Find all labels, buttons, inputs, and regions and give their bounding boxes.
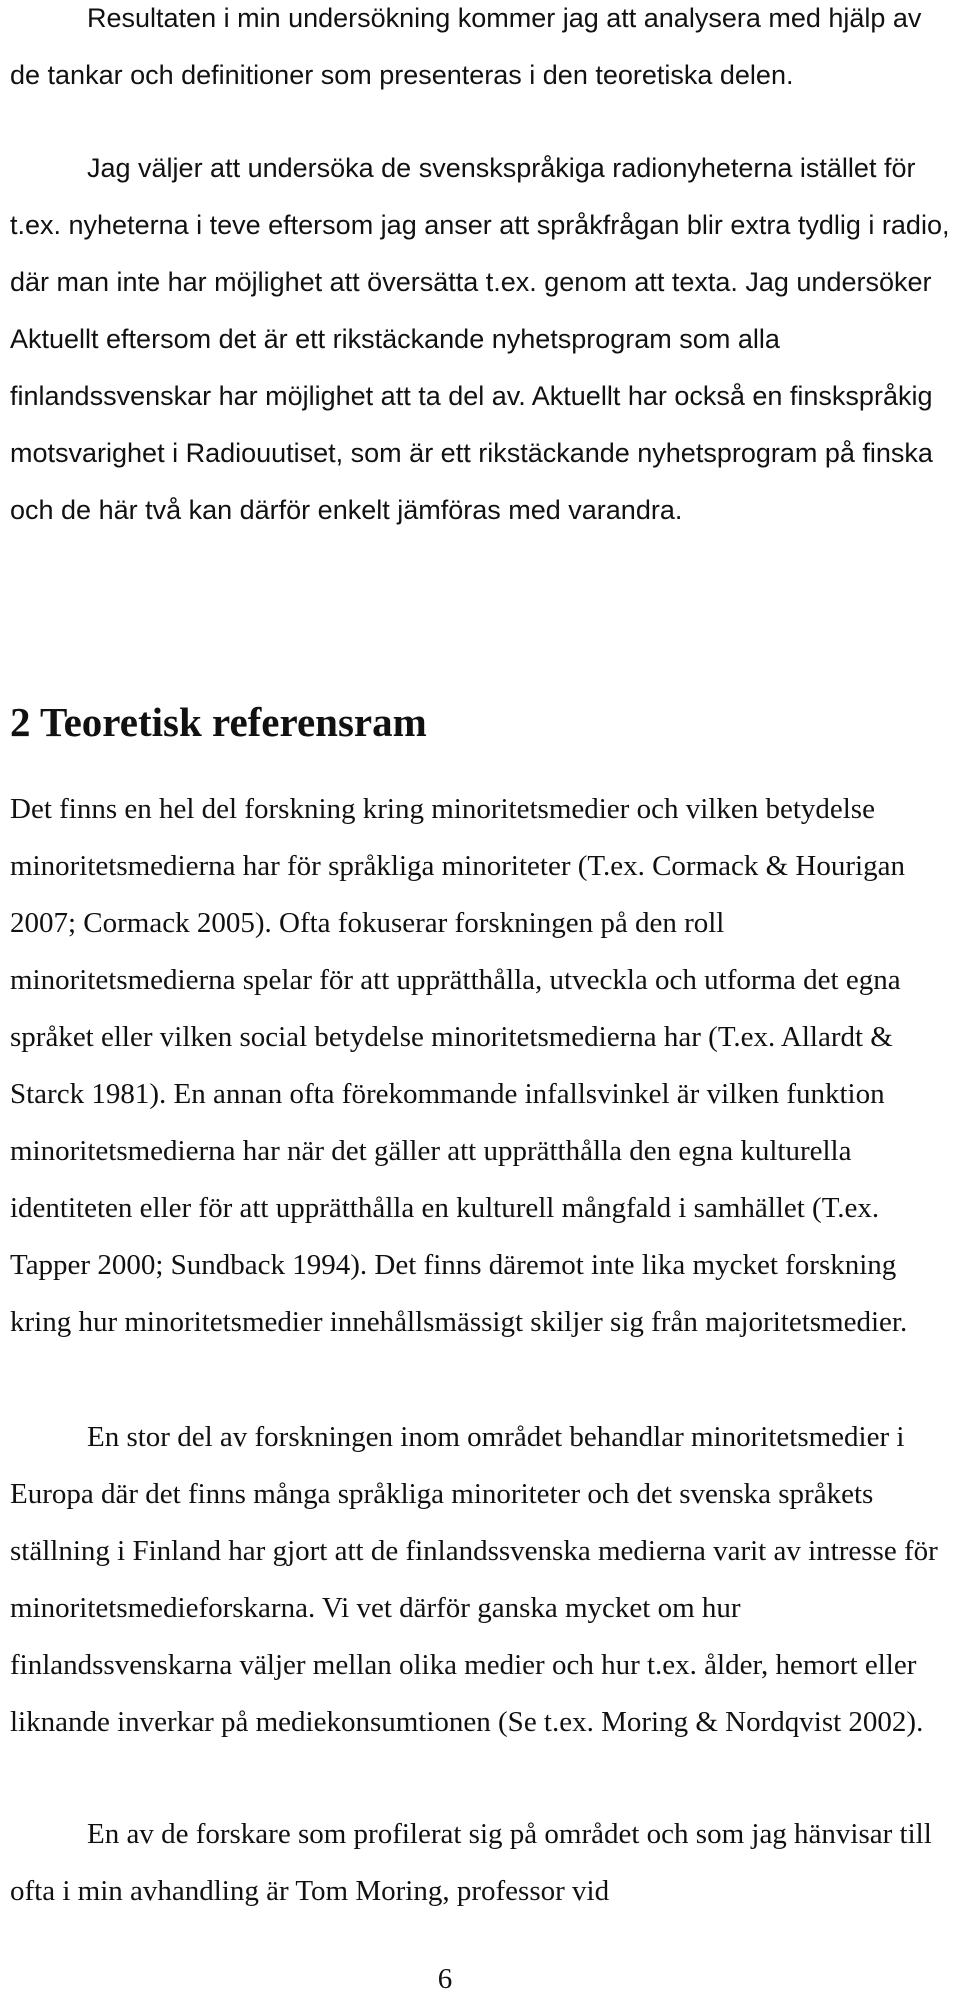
paragraph-minority-media-research: Det finns en hel del forskning kring minoritetsmedier och vilken betydelse minoritetsmedierna har för språkliga minoriteter (T.ex. Cormack & Hourigan 2007; Cormack 2005). Ofta fokuserar forskningen på den roll minoritetsmedierna spelar för att upprätthålla, utveckla och utforma det egna språket eller vilken social betydelse minoritetsmedierna har (T.ex. Allardt & Starck 1981). En annan ofta förekommande infallsvinkel är vilken funktion minoritetsmedierna har när det gäller att upprätthålla den egna kulturella identiteten eller för att upprätthålla en kulturell mångfald i samhället (T.ex. Tapper 2000; Sundback 1994). Det finns däremot inte lika mycket forskning kring hur minoritetsmedier innehållsmässigt skiljer sig från majoritetsmedier. [10, 793, 908, 1338]
document-page [10, 0, 960, 2010]
paragraph-europe-research: En stor del av forskningen inom området behandlar minoritetsmedier i Europa där det finns många språkliga minoriteter och det svenska språkets ställning i Finland har gjort att de finlandssvenska medierna varit av intresse för minoritetsmedieforskarna. Vi vet därför ganska mycket om hur finlandssvenskarna väljer mellan olika medier och hur t.ex. ålder, hemort eller liknande inverkar på mediekonsumtionen (Se t.ex. Moring & Nordqvist 2002). [10, 1421, 938, 1738]
page-number: 6 [437, 1963, 453, 1995]
paragraph-radio-choice: Jag väljer att undersöka de svenskspråkiga radionyheterna istället för t.ex. nyheterna i teve eftersom jag anser att språkfrågan blir extra tydlig i radio, där man inte har möjlighet att översätta t.ex. genom att texta. Jag undersöker Aktuellt eftersom det är ett rikstäckande nyhetsprogram som alla finlandssvenskar har möjlighet att ta del av. Aktuellt har också en finskspråkig motsvarighet i Radiouutiset, som är ett rikstäckande nyhetsprogram på finska och de här två kan därför enkelt jämföras med varandra. [10, 153, 950, 525]
section-heading: 2 Teoretisk referensram [10, 699, 427, 745]
paragraph-tom-moring: En av de forskare som profilerat sig på området och som jag hänvisar till ofta i min avhandling är Tom Moring, professor vid [10, 1818, 932, 1907]
paragraph-method-intro: Resultaten i min undersökning kommer jag att analysera med hjälp av de tankar och definitioner som presenteras i den teoretiska delen. [10, 3, 922, 90]
